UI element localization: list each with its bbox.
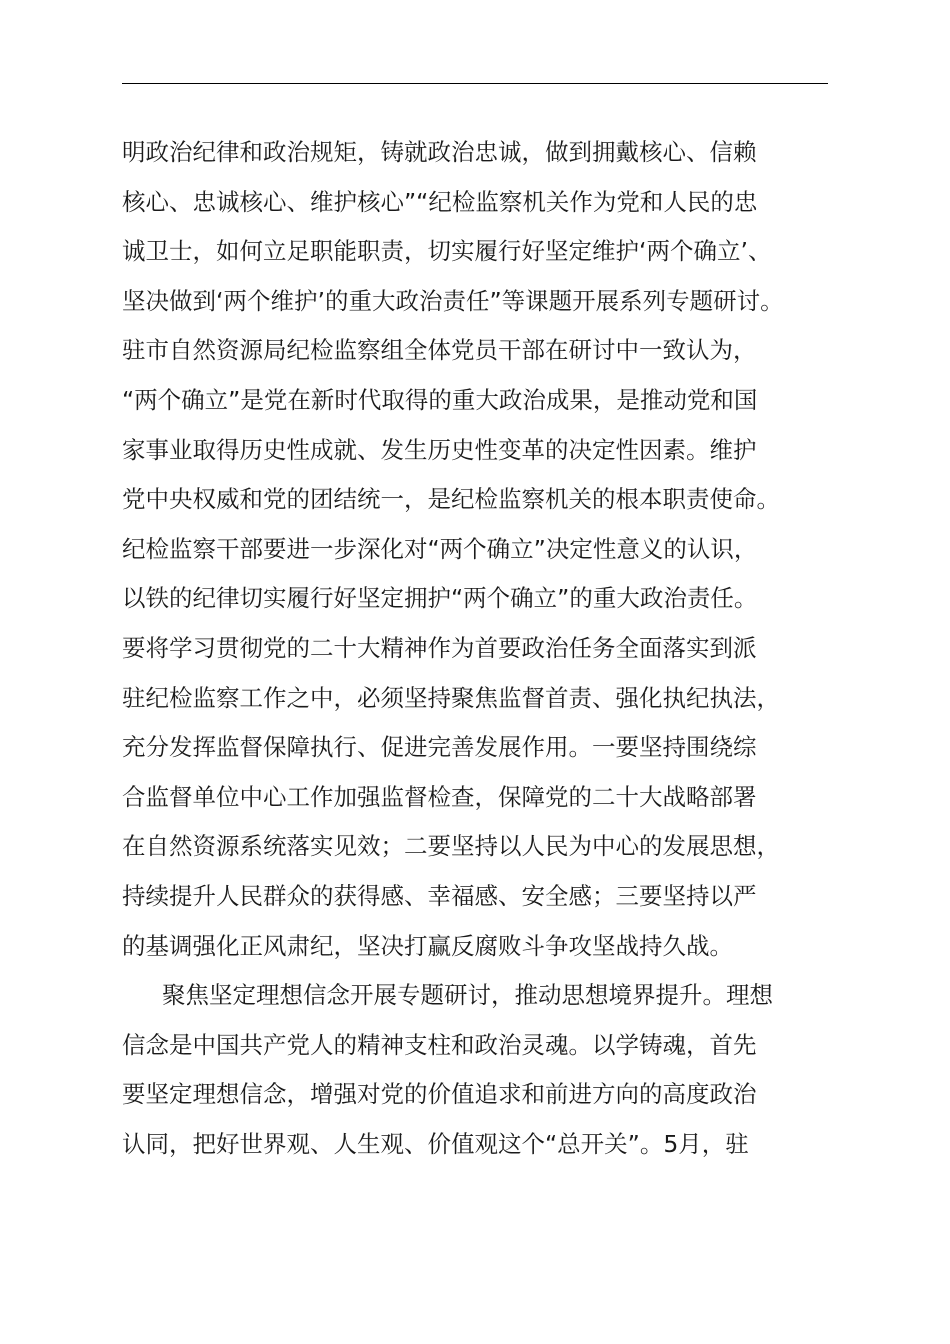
text-line: 要坚定理想信念，增强对党的价值追求和前进方向的高度政治 [122,1080,757,1109]
body-text [122,128,852,1169]
text-line: 认同，把好世界观、人生观、价值观这个“总开关”。5月，驻 [122,1129,749,1158]
text-line: 以铁的纪律切实履行好坚定拥护“两个确立”的重大政治责任。 [122,584,758,613]
paragraph-2 [122,971,852,1169]
text-line: 党中央权威和党的团结统一，是纪检监察机关的根本职责使命。 [122,485,780,514]
text-line: 合监督单位中心工作加强监督检查，保障党的二十大战略部署 [122,782,757,811]
header-rule [122,83,828,84]
text-line: 明政治纪律和政治规矩，铸就政治忠诚，做到拥戴核心、信赖 [122,138,757,166]
text-line: 驻纪检监察工作之中，必须坚持聚焦监督首责、强化执纪执法， [122,683,780,712]
text-line: 驻市自然资源局纪检监察组全体党员干部在研讨中一致认为， [122,336,757,365]
text-line: 诚卫士，如何立足职能职责，切实履行好坚定维护‘两个确立’、 [122,237,772,266]
text-line: 要将学习贯彻党的二十大精神作为首要政治任务全面落实到派 [122,633,757,662]
text-line: 在自然资源系统落实见效；二要坚持以人民为中心的发展思想， [122,832,780,861]
text-line: 持续提升人民群众的获得感、幸福感、安全感；三要坚持以严 [122,881,757,910]
text-line: 的基调强化正风肃纪，坚决打赢反腐败斗争攻坚战持久战。 [122,931,733,960]
text-line: 信念是中国共产党人的精神支柱和政治灵魂。以学铸魂，首先 [122,1030,757,1059]
text-line: 坚决做到‘两个维护’的重大政治责任”等课题开展系列专题研讨。 [122,286,784,315]
paragraph-1 [122,128,852,971]
text-line: 核心、忠诚核心、维护核心”“纪检监察机关作为党和人民的忠 [122,187,758,216]
text-line: 充分发挥监督保障执行、促进完善发展作用。一要坚持围绕综 [122,733,757,762]
text-line: 纪检监察干部要进一步深化对“两个确立”决定性意义的认识， [122,534,758,563]
text-line: 聚焦坚定理想信念开展专题研讨，推动思想境界提升。理想 [162,981,773,1010]
text-line: 家事业取得历史性成就、发生历史性变革的决定性因素。维护 [122,435,757,464]
text-line: “两个确立”是党在新时代取得的重大政治成果，是推动党和国 [122,385,758,414]
